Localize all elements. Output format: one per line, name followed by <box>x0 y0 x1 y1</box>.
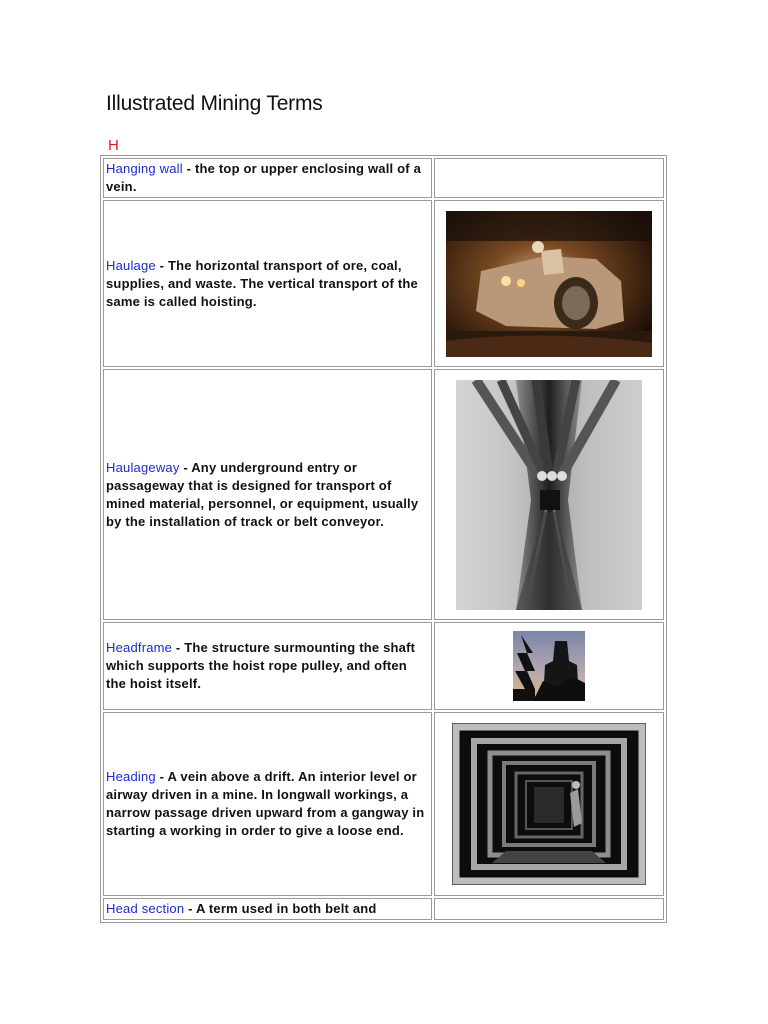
headframe-silhouette-photo <box>513 631 585 701</box>
term-name: Headframe <box>106 640 173 655</box>
table-row <box>103 622 664 710</box>
image-cell <box>434 200 664 367</box>
table-row <box>103 158 664 198</box>
table-row <box>103 369 664 620</box>
term-cell <box>103 158 432 198</box>
term-definition: - The structure surmounting the shaft which supports the hoist rope pulley, and often the hoist itself. <box>106 640 416 691</box>
heading-timbered-tunnel-photo <box>452 723 646 885</box>
term-cell <box>103 622 432 710</box>
term-name: Haulage <box>106 257 156 273</box>
term-definition: - The horizontal transport of ore, coal, supplies, and waste. The vertical transport of the same is called hoisting. <box>106 257 418 309</box>
section-letter: H <box>108 137 119 154</box>
image-cell-empty <box>434 898 664 920</box>
term-cell <box>103 712 432 896</box>
term-name: Heading <box>106 769 156 784</box>
haulage-vehicle-photo <box>446 211 652 357</box>
page-title: Illustrated Mining Terms <box>106 92 323 115</box>
term-cell <box>103 200 432 367</box>
table-row <box>103 200 664 367</box>
term-definition: - Any underground entry or passageway that is designed for transport of mined material, personnel, or equipment, usually by the installation of track or belt conveyor. <box>106 459 419 529</box>
term-definition: - A vein above a drift. An interior level or airway driven in a mine. In longwall workings, a narrow passage driven upward from a gangway in starting a working in order to give a loose end. <box>106 769 425 838</box>
image-cell <box>434 622 664 710</box>
term-name: Hanging wall <box>106 161 183 176</box>
term-definition: - the top or upper enclosing wall of a vein. <box>106 161 422 194</box>
image-cell <box>434 712 664 896</box>
term-definition: - A term used in both belt and <box>184 901 377 916</box>
image-cell <box>434 369 664 620</box>
term-cell <box>103 369 432 620</box>
term-cell <box>103 898 432 920</box>
table-row <box>103 898 664 920</box>
terms-table <box>100 155 667 923</box>
term-name: Head section <box>106 901 185 916</box>
image-cell-empty <box>434 158 664 198</box>
table-row <box>103 712 664 896</box>
haulageway-tunnel-photo <box>456 380 642 610</box>
term-name: Haulageway <box>106 459 180 475</box>
